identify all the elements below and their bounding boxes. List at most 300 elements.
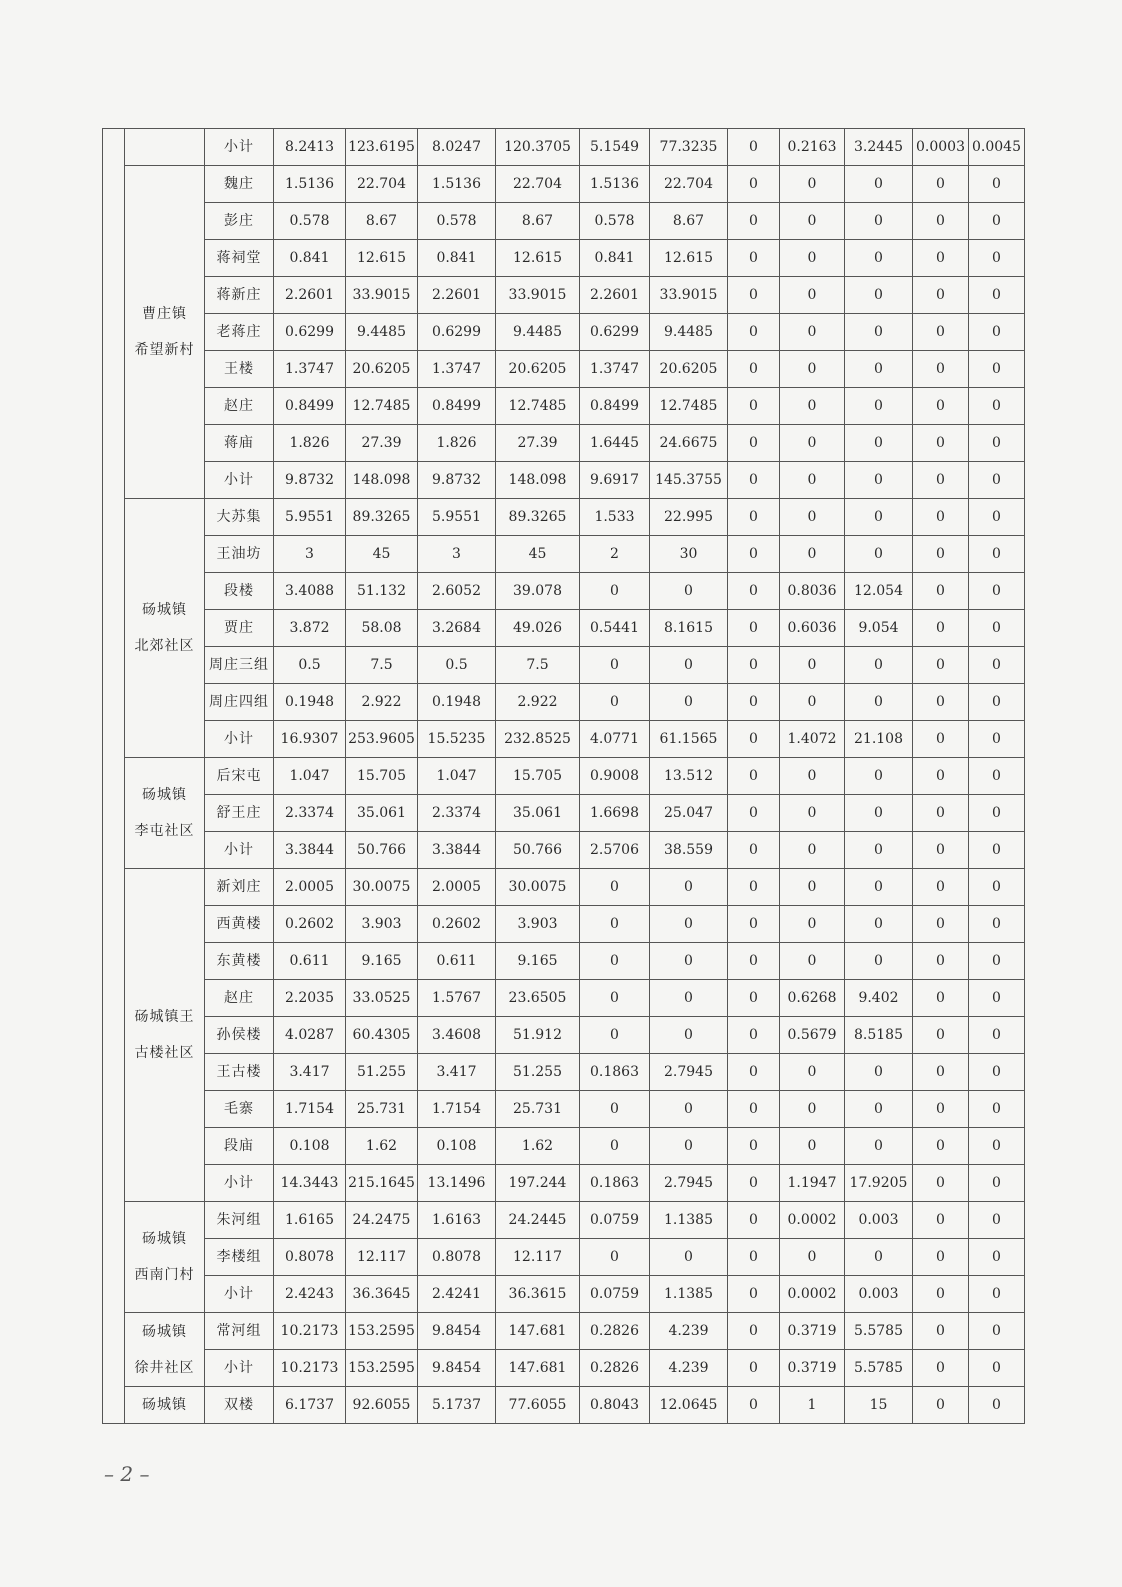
village-cell: 赵庄: [205, 980, 274, 1017]
value-cell: 2.2035: [274, 980, 346, 1017]
value-cell: 0: [845, 795, 913, 832]
value-cell: 0: [580, 1017, 650, 1054]
table-row: [103, 499, 1025, 536]
value-cell: 2: [580, 536, 650, 573]
value-cell: 10.2173: [274, 1350, 346, 1387]
value-cell: 30.0075: [496, 869, 580, 906]
value-cell: 9.8454: [418, 1350, 496, 1387]
value-cell: 6.1737: [274, 1387, 346, 1424]
value-cell: 0.841: [274, 240, 346, 277]
value-cell: 1.6163: [418, 1202, 496, 1239]
value-cell: 0: [969, 573, 1025, 610]
value-cell: 0: [780, 1054, 845, 1091]
value-cell: 0: [913, 1165, 969, 1202]
value-cell: 1.1385: [650, 1202, 728, 1239]
value-cell: 9.6917: [580, 462, 650, 499]
village-cell: 西黄楼: [205, 906, 274, 943]
table-row: [103, 388, 1025, 425]
town-name-line: 砀城镇: [142, 1231, 187, 1247]
page-number: – 2 –: [104, 1462, 150, 1486]
value-cell: 39.078: [496, 573, 580, 610]
value-cell: 0.108: [274, 1128, 346, 1165]
value-cell: 0: [913, 832, 969, 869]
village-cell: 老蒋庄: [205, 314, 274, 351]
town-name-cell: [125, 1387, 205, 1424]
value-cell: 0: [845, 499, 913, 536]
value-cell: 2.3374: [418, 795, 496, 832]
table-row: [103, 869, 1025, 906]
town-name-line: 徐井社区: [134, 1359, 195, 1376]
value-cell: 0: [728, 1017, 780, 1054]
value-cell: 9.054: [845, 610, 913, 647]
value-cell: 0: [969, 1202, 1025, 1239]
value-cell: 0: [969, 462, 1025, 499]
value-cell: 7.5: [496, 647, 580, 684]
value-cell: 0: [969, 610, 1025, 647]
value-cell: 0: [728, 351, 780, 388]
value-cell: 12.117: [496, 1239, 580, 1276]
value-cell: 0: [969, 684, 1025, 721]
table-row: [103, 647, 1025, 684]
town-name-cell: [125, 166, 205, 499]
value-cell: 232.8525: [496, 721, 580, 758]
value-cell: 8.67: [496, 203, 580, 240]
value-cell: 1.1385: [650, 1276, 728, 1313]
value-cell: 8.0247: [418, 129, 496, 166]
value-cell: 0: [728, 388, 780, 425]
value-cell: 0: [728, 203, 780, 240]
table-row: [103, 1276, 1025, 1313]
town-name-line: 西南门村: [134, 1267, 195, 1283]
village-cell: 魏庄: [205, 166, 274, 203]
value-cell: 0: [780, 943, 845, 980]
value-cell: 0: [913, 277, 969, 314]
value-cell: 0.108: [418, 1128, 496, 1165]
value-cell: 3.3844: [274, 832, 346, 869]
value-cell: 12.615: [496, 240, 580, 277]
value-cell: 0: [650, 573, 728, 610]
table-row: [103, 203, 1025, 240]
value-cell: 2.0005: [274, 869, 346, 906]
value-cell: 0: [780, 462, 845, 499]
village-cell: 大苏集: [205, 499, 274, 536]
table-row: [103, 240, 1025, 277]
table-row: [103, 832, 1025, 869]
value-cell: 0.1863: [580, 1054, 650, 1091]
value-cell: 0.9008: [580, 758, 650, 795]
value-cell: 0: [845, 277, 913, 314]
value-cell: 0: [845, 351, 913, 388]
value-cell: 35.061: [346, 795, 418, 832]
value-cell: 0.5441: [580, 610, 650, 647]
value-cell: 5.9551: [418, 499, 496, 536]
value-cell: 0: [913, 906, 969, 943]
value-cell: 22.995: [650, 499, 728, 536]
value-cell: 0: [780, 869, 845, 906]
value-cell: 0: [728, 647, 780, 684]
town-name-cell: [125, 1202, 205, 1313]
value-cell: 0: [913, 1017, 969, 1054]
value-cell: 0: [969, 906, 1025, 943]
table-row: [103, 721, 1025, 758]
value-cell: 0: [969, 1091, 1025, 1128]
value-cell: 123.6195: [346, 129, 418, 166]
village-cell: 周庄四组: [205, 684, 274, 721]
value-cell: 0: [969, 1276, 1025, 1313]
value-cell: 0.2602: [418, 906, 496, 943]
value-cell: 0: [650, 647, 728, 684]
value-cell: 0.5: [418, 647, 496, 684]
value-cell: 1.6698: [580, 795, 650, 832]
value-cell: 0.6036: [780, 610, 845, 647]
value-cell: 0: [728, 1350, 780, 1387]
value-cell: 0: [845, 906, 913, 943]
value-cell: 0: [845, 1091, 913, 1128]
value-cell: 0: [780, 1239, 845, 1276]
value-cell: 0: [728, 129, 780, 166]
value-cell: 51.255: [346, 1054, 418, 1091]
value-cell: 4.0287: [274, 1017, 346, 1054]
value-cell: 0.8036: [780, 573, 845, 610]
table-row: [103, 314, 1025, 351]
value-cell: 20.6205: [346, 351, 418, 388]
village-cell: 小计: [205, 1350, 274, 1387]
village-cell: 新刘庄: [205, 869, 274, 906]
value-cell: 0.8499: [418, 388, 496, 425]
value-cell: 0: [728, 1165, 780, 1202]
value-cell: 15.705: [496, 758, 580, 795]
value-cell: 9.8454: [418, 1313, 496, 1350]
value-cell: 0: [913, 943, 969, 980]
value-cell: 0: [969, 425, 1025, 462]
value-cell: 36.3645: [346, 1276, 418, 1313]
value-cell: 2.2601: [580, 277, 650, 314]
value-cell: 38.559: [650, 832, 728, 869]
value-cell: 0: [580, 1091, 650, 1128]
value-cell: 0: [913, 721, 969, 758]
value-cell: 51.132: [346, 573, 418, 610]
table-row: [103, 536, 1025, 573]
value-cell: 1.3747: [418, 351, 496, 388]
value-cell: 3: [274, 536, 346, 573]
town-name-line: 砀城镇王: [134, 1009, 195, 1025]
value-cell: 12.0645: [650, 1387, 728, 1424]
town-name-line: 砀城镇: [142, 787, 187, 803]
village-cell: 常河组: [205, 1313, 274, 1350]
value-cell: 0.0759: [580, 1276, 650, 1313]
value-cell: 1.1947: [780, 1165, 845, 1202]
town-name-line: 砀城镇: [142, 1397, 187, 1413]
value-cell: 0: [780, 388, 845, 425]
value-cell: 0: [780, 832, 845, 869]
value-cell: 0: [580, 1128, 650, 1165]
value-cell: 0: [845, 462, 913, 499]
value-cell: 0: [913, 462, 969, 499]
value-cell: 8.67: [346, 203, 418, 240]
value-cell: 0: [780, 536, 845, 573]
value-cell: 148.098: [496, 462, 580, 499]
value-cell: 0: [845, 240, 913, 277]
value-cell: 14.3443: [274, 1165, 346, 1202]
table-row: [103, 906, 1025, 943]
value-cell: 0: [580, 943, 650, 980]
value-cell: 0.2826: [580, 1313, 650, 1350]
value-cell: 0.841: [418, 240, 496, 277]
value-cell: 120.3705: [496, 129, 580, 166]
village-cell: 彭庄: [205, 203, 274, 240]
value-cell: 0: [780, 425, 845, 462]
table-row: [103, 610, 1025, 647]
value-cell: 0: [969, 277, 1025, 314]
value-cell: 0: [728, 1091, 780, 1128]
value-cell: 0: [913, 647, 969, 684]
town-name-line: 砀城镇: [142, 602, 187, 618]
value-cell: 0.5: [274, 647, 346, 684]
town-name-line: 曹庄镇: [142, 306, 187, 322]
value-cell: 0: [845, 388, 913, 425]
value-cell: 22.704: [650, 166, 728, 203]
value-cell: 8.67: [650, 203, 728, 240]
value-cell: 8.5185: [845, 1017, 913, 1054]
village-cell: 东黄楼: [205, 943, 274, 980]
value-cell: 58.08: [346, 610, 418, 647]
value-cell: 0: [650, 1091, 728, 1128]
value-cell: 77.3235: [650, 129, 728, 166]
value-cell: 0.2163: [780, 129, 845, 166]
value-cell: 0.8499: [274, 388, 346, 425]
value-cell: 0: [913, 684, 969, 721]
value-cell: 0: [728, 462, 780, 499]
value-cell: 45: [346, 536, 418, 573]
value-cell: 0: [969, 314, 1025, 351]
value-cell: 33.0525: [346, 980, 418, 1017]
value-cell: 0: [969, 1350, 1025, 1387]
value-cell: 0: [913, 351, 969, 388]
value-cell: 22.704: [496, 166, 580, 203]
value-cell: 0: [728, 1276, 780, 1313]
value-cell: 12.117: [346, 1239, 418, 1276]
value-cell: 5.9551: [274, 499, 346, 536]
value-cell: 0: [913, 425, 969, 462]
value-cell: 12.615: [346, 240, 418, 277]
value-cell: 0: [969, 647, 1025, 684]
value-cell: 0: [728, 1239, 780, 1276]
value-cell: 0.8078: [418, 1239, 496, 1276]
village-cell: 小计: [205, 1276, 274, 1313]
value-cell: 0: [969, 166, 1025, 203]
value-cell: 3.2684: [418, 610, 496, 647]
value-cell: 0.841: [580, 240, 650, 277]
village-cell: 孙侯楼: [205, 1017, 274, 1054]
value-cell: 0: [650, 684, 728, 721]
value-cell: 2.4241: [418, 1276, 496, 1313]
value-cell: 0: [650, 980, 728, 1017]
table-row: [103, 1128, 1025, 1165]
value-cell: 0: [845, 1128, 913, 1165]
value-cell: 0: [580, 1239, 650, 1276]
value-cell: 24.2445: [496, 1202, 580, 1239]
town-name-line: 北郊社区: [134, 638, 195, 654]
value-cell: 0.3719: [780, 1350, 845, 1387]
value-cell: 5.1549: [580, 129, 650, 166]
value-cell: 3.4088: [274, 573, 346, 610]
value-cell: 50.766: [496, 832, 580, 869]
value-cell: 2.922: [346, 684, 418, 721]
value-cell: 0: [728, 499, 780, 536]
value-cell: 0: [969, 499, 1025, 536]
value-cell: 15.5235: [418, 721, 496, 758]
value-cell: 0: [845, 758, 913, 795]
value-cell: 0.2602: [274, 906, 346, 943]
table-row: [103, 684, 1025, 721]
value-cell: 49.026: [496, 610, 580, 647]
table-row: [103, 277, 1025, 314]
value-cell: 1.533: [580, 499, 650, 536]
value-cell: 0: [728, 425, 780, 462]
value-cell: 0.003: [845, 1276, 913, 1313]
value-cell: 0.0002: [780, 1276, 845, 1313]
value-cell: 0: [913, 499, 969, 536]
value-cell: 1.4072: [780, 721, 845, 758]
value-cell: 0.6299: [580, 314, 650, 351]
value-cell: 0: [728, 1313, 780, 1350]
value-cell: 0: [913, 1091, 969, 1128]
value-cell: 0.6268: [780, 980, 845, 1017]
value-cell: 3.2445: [845, 129, 913, 166]
town-name-line: 古楼社区: [134, 1045, 195, 1061]
value-cell: 0: [728, 536, 780, 573]
value-cell: 0: [580, 647, 650, 684]
value-cell: 0: [969, 240, 1025, 277]
value-cell: 0: [969, 536, 1025, 573]
value-cell: 60.4305: [346, 1017, 418, 1054]
value-cell: 0: [728, 980, 780, 1017]
value-cell: 0: [728, 795, 780, 832]
table-row: [103, 425, 1025, 462]
value-cell: 9.402: [845, 980, 913, 1017]
value-cell: 0: [780, 203, 845, 240]
value-cell: 0.1948: [418, 684, 496, 721]
value-cell: 1.5136: [580, 166, 650, 203]
value-cell: 12.7485: [496, 388, 580, 425]
value-cell: 8.1615: [650, 610, 728, 647]
value-cell: 1.047: [418, 758, 496, 795]
value-cell: 0: [969, 1128, 1025, 1165]
value-cell: 5.5785: [845, 1313, 913, 1350]
value-cell: 3: [418, 536, 496, 573]
table-row: [103, 1387, 1025, 1424]
value-cell: 0.6299: [274, 314, 346, 351]
value-cell: 0: [845, 647, 913, 684]
value-cell: 12.7485: [346, 388, 418, 425]
village-cell: 小计: [205, 462, 274, 499]
value-cell: 0.5679: [780, 1017, 845, 1054]
value-cell: 3.417: [418, 1054, 496, 1091]
value-cell: 1.826: [418, 425, 496, 462]
town-name-line: 希望新村: [134, 342, 195, 358]
value-cell: 0: [728, 758, 780, 795]
value-cell: 17.9205: [845, 1165, 913, 1202]
value-cell: 0.0002: [780, 1202, 845, 1239]
value-cell: 9.8732: [274, 462, 346, 499]
value-cell: 147.681: [496, 1350, 580, 1387]
town-name-line: 砀城镇: [142, 1323, 187, 1340]
value-cell: 0: [845, 314, 913, 351]
value-cell: 0: [728, 166, 780, 203]
village-cell: 毛寨: [205, 1091, 274, 1128]
value-cell: 0.0003: [913, 129, 969, 166]
value-cell: 0: [969, 795, 1025, 832]
value-cell: 9.165: [496, 943, 580, 980]
value-cell: 0: [780, 277, 845, 314]
value-cell: 1.7154: [418, 1091, 496, 1128]
value-cell: 0: [728, 1054, 780, 1091]
value-cell: 25.731: [346, 1091, 418, 1128]
table-row: [103, 1054, 1025, 1091]
value-cell: 0: [969, 1165, 1025, 1202]
value-cell: 0: [969, 758, 1025, 795]
value-cell: 0: [580, 684, 650, 721]
value-cell: 9.4485: [650, 314, 728, 351]
value-cell: 20.6205: [650, 351, 728, 388]
value-cell: 0: [969, 943, 1025, 980]
value-cell: 0: [728, 314, 780, 351]
value-cell: 33.9015: [496, 277, 580, 314]
value-cell: 0: [650, 1128, 728, 1165]
value-cell: 153.2595: [346, 1350, 418, 1387]
value-cell: 0.578: [418, 203, 496, 240]
value-cell: 0.6299: [418, 314, 496, 351]
value-cell: 61.1565: [650, 721, 728, 758]
value-cell: 0: [780, 1128, 845, 1165]
value-cell: 23.6505: [496, 980, 580, 1017]
value-cell: 1.6445: [580, 425, 650, 462]
value-cell: 7.5: [346, 647, 418, 684]
leading-column: [103, 129, 125, 1424]
value-cell: 0: [913, 1239, 969, 1276]
value-cell: 24.6675: [650, 425, 728, 462]
value-cell: 0: [845, 1239, 913, 1276]
table-row: [103, 1017, 1025, 1054]
value-cell: 0: [580, 573, 650, 610]
village-cell: 李楼组: [205, 1239, 274, 1276]
value-cell: 0: [580, 980, 650, 1017]
value-cell: 4.0771: [580, 721, 650, 758]
town-name-line: 李屯社区: [134, 823, 195, 839]
value-cell: 0: [913, 1313, 969, 1350]
value-cell: 51.912: [496, 1017, 580, 1054]
value-cell: 0.8078: [274, 1239, 346, 1276]
value-cell: 0: [728, 1202, 780, 1239]
value-cell: 0.003: [845, 1202, 913, 1239]
value-cell: 0: [913, 388, 969, 425]
village-cell: 王油坊: [205, 536, 274, 573]
village-cell: 段庙: [205, 1128, 274, 1165]
value-cell: 0.0045: [969, 129, 1025, 166]
value-cell: 35.061: [496, 795, 580, 832]
town-name-cell: [125, 499, 205, 758]
value-cell: 10.2173: [274, 1313, 346, 1350]
value-cell: 12.615: [650, 240, 728, 277]
value-cell: 197.244: [496, 1165, 580, 1202]
table-row: [103, 573, 1025, 610]
value-cell: 215.1645: [346, 1165, 418, 1202]
value-cell: 13.512: [650, 758, 728, 795]
value-cell: 0: [845, 832, 913, 869]
value-cell: 2.4243: [274, 1276, 346, 1313]
value-cell: 0: [845, 684, 913, 721]
value-cell: 0: [913, 1202, 969, 1239]
